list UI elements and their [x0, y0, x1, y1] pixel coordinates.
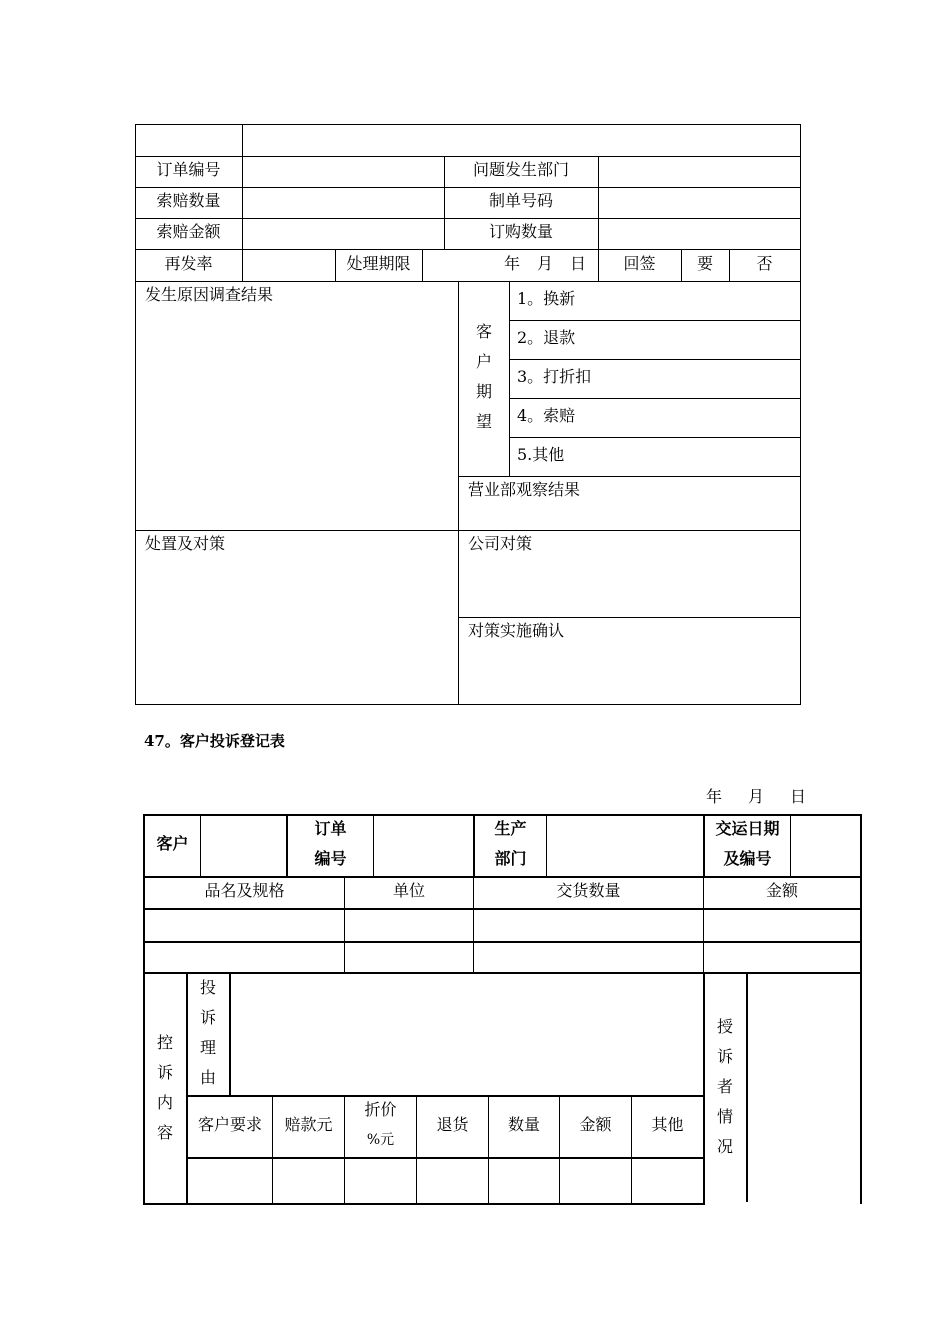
- yes-option: 要: [696, 254, 713, 273]
- option-other: 5.其他: [517, 445, 565, 464]
- amount-label: 金额: [765, 881, 798, 900]
- delivery-qty-label: 交货数量: [556, 881, 621, 900]
- sign-back-label: 回签: [623, 254, 656, 273]
- complaint-content-label: 控 诉 内 容: [156, 1033, 173, 1142]
- prod-dept-label-2: 部门: [494, 849, 527, 868]
- product-spec-label: 品名及规格: [204, 881, 285, 900]
- issue-dept-label: 问题发生部门: [472, 160, 569, 179]
- company-policy-label: 公司对策: [468, 534, 533, 553]
- doc-no-label: 制单号码: [488, 191, 553, 210]
- date-year: 年: [504, 254, 521, 273]
- no-option: 否: [756, 254, 773, 273]
- option-replace: 1。换新: [517, 289, 576, 308]
- prod-dept-label-1: 生产: [494, 819, 527, 838]
- date-day-2: 日: [790, 787, 807, 806]
- order-qty-label: 订购数量: [488, 222, 553, 241]
- customer-expectation-label: 客 户 期 望: [475, 322, 492, 431]
- option-refund: 2。退款: [517, 328, 576, 347]
- quantity-label: 数量: [507, 1115, 540, 1134]
- complainant-info-label: 授 诉 者 情 况: [716, 1017, 733, 1156]
- option-claim: 4。索赔: [517, 406, 576, 425]
- sales-observation-label: 营业部观察结果: [468, 480, 581, 499]
- unit-label: 单位: [392, 881, 425, 900]
- claim-amount-label: 索赔金额: [156, 222, 221, 241]
- cause-label: 发生原因调查结果: [145, 285, 274, 304]
- order-no-label: 订单编号: [156, 160, 221, 179]
- disposal-label: 处置及对策: [145, 534, 226, 553]
- ship-date-label-1: 交运日期: [715, 819, 780, 838]
- amount2-label: 金额: [579, 1115, 612, 1134]
- date-month: 月: [537, 254, 554, 273]
- return-goods-label: 退货: [436, 1115, 469, 1134]
- order-no-label-2: 编号: [314, 849, 347, 868]
- customer-request-label: 客户要求: [197, 1115, 262, 1134]
- date-day: 日: [570, 254, 587, 273]
- recurrence-label: 再发率: [164, 254, 213, 273]
- claim-qty-label: 索赔数量: [156, 191, 221, 210]
- other-label: 其他: [651, 1115, 684, 1134]
- complaint-reason-label: 投 诉 理 由: [199, 978, 216, 1087]
- option-discount: 3。打折扣: [517, 367, 592, 386]
- customer-label: 客户: [156, 834, 189, 853]
- discount-label-2: %元: [366, 1132, 395, 1148]
- discount-label-1: 折价: [364, 1100, 397, 1119]
- ship-date-label-2: 及编号: [723, 849, 772, 868]
- confirmation-label: 对策实施确认: [468, 621, 565, 640]
- deadline-label: 处理期限: [346, 254, 411, 273]
- compensation-label: 赔款元: [284, 1115, 333, 1134]
- date-year-2: 年: [706, 787, 723, 806]
- order-no-label-1: 订单: [314, 819, 347, 838]
- section-title: 47。客户投诉登记表: [144, 732, 285, 750]
- date-month-2: 月: [748, 787, 765, 806]
